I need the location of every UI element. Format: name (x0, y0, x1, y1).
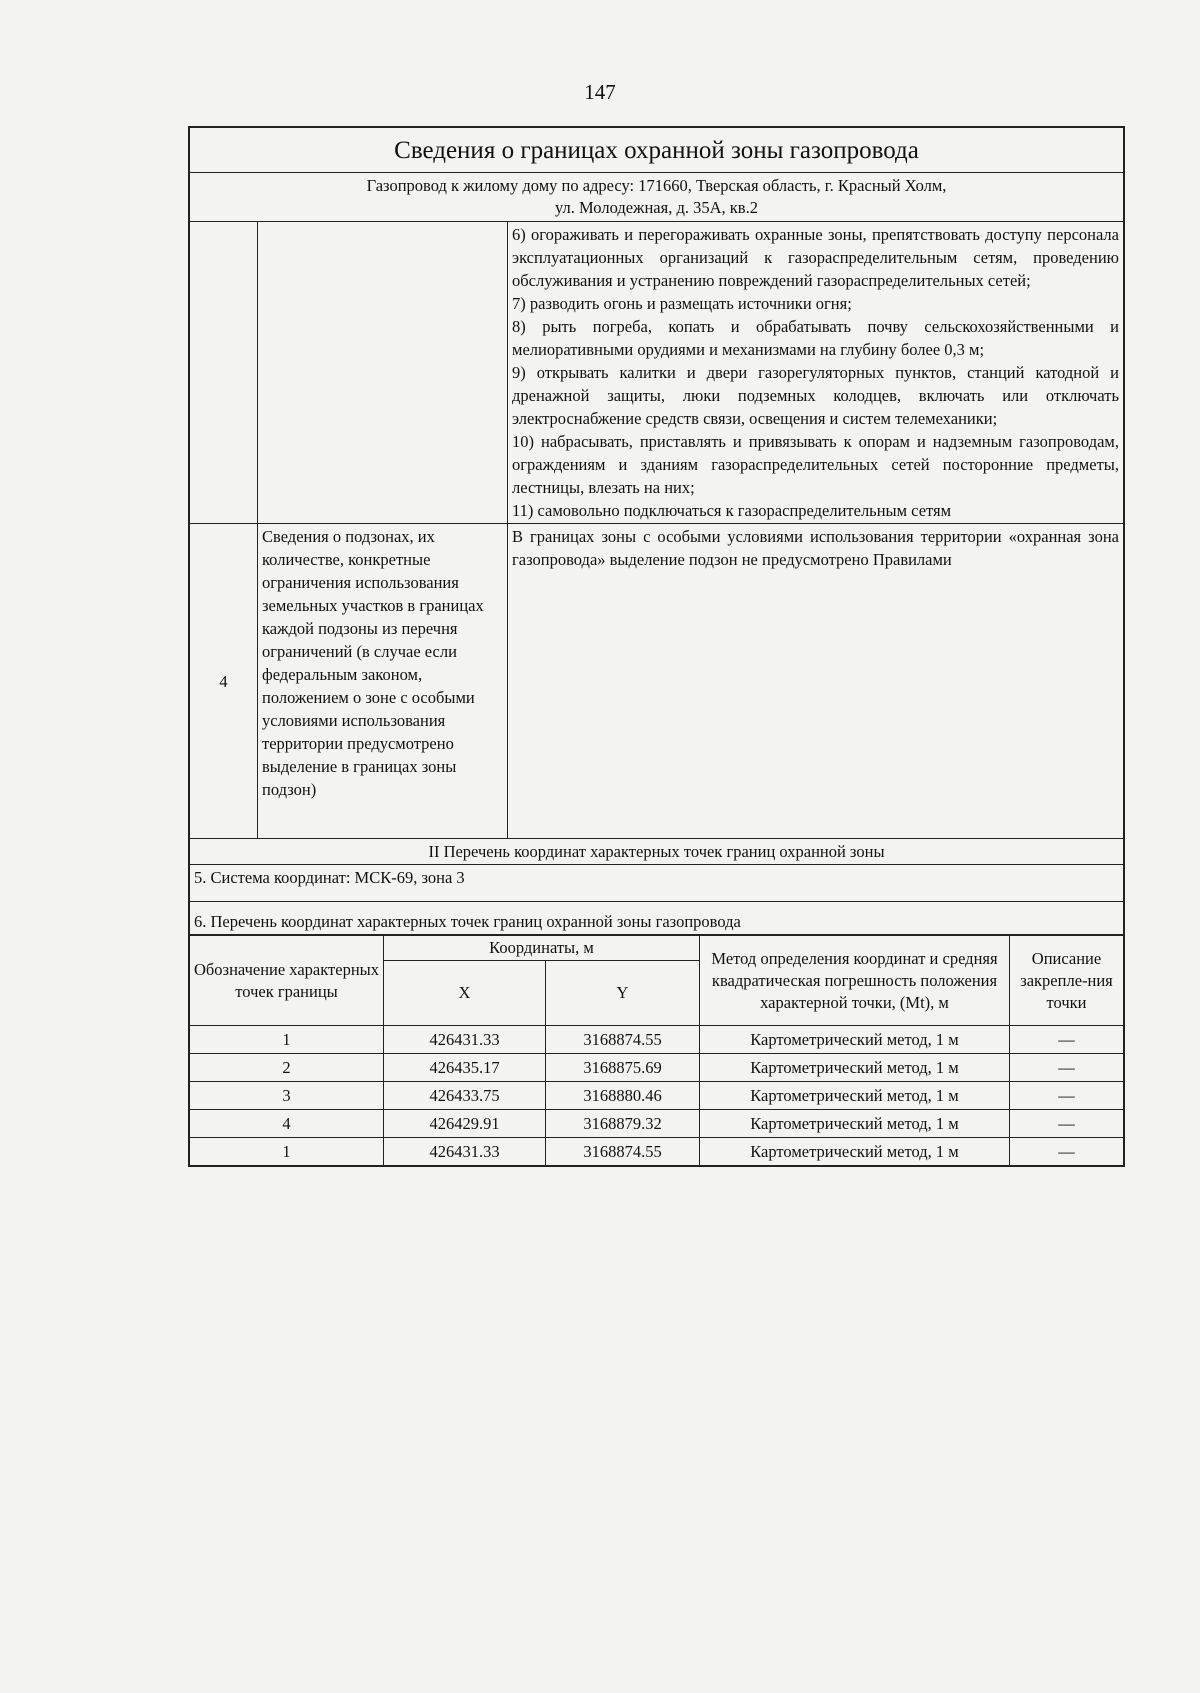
x-cell: 426431.33 (384, 1026, 546, 1054)
table-row (190, 1026, 1124, 1054)
points-title: 6. Перечень координат характерных точек границ охранной зоны газопровода (190, 902, 1124, 935)
restrictions-number-cell (190, 222, 258, 524)
header-coordinates: Координаты, м (384, 936, 700, 961)
restrictions-list (508, 222, 1124, 524)
table-row (190, 1138, 1124, 1166)
point-cell: 4 (190, 1110, 384, 1138)
header-x: X (384, 961, 546, 1026)
header-y: Y (546, 961, 700, 1026)
document-subtitle (190, 173, 1124, 222)
restriction-item: 8) рыть погреба, копать и обрабатывать почву сельскохозяйственными и мелиоративными орудиями и механизмами на глубину более 0,3 м; (512, 317, 1119, 359)
section2-title: II Перечень координат характерных точек границ охранной зоны (190, 839, 1124, 865)
header-method: Метод определения координат и средняя квадратическая погрешность положения характерной точки, (Mt), м (700, 936, 1010, 1026)
x-cell: 426429.91 (384, 1110, 546, 1138)
coordinates-table (189, 935, 1124, 1166)
row-number: 4 (190, 524, 258, 839)
document-title: Сведения о границах охранной зоны газопровода (190, 128, 1124, 173)
subtitle-line-1: Газопровод к жилому дому по адресу: 171660, Тверская область, г. Красный Холм, (366, 176, 947, 195)
method-cell: Картометрический метод, 1 м (700, 1026, 1010, 1054)
restriction-item: 10) набрасывать, приставлять и привязывать к опорам и надземным газопроводам, ограждениям и зданиям газораспределительных сетей посторонние предметы, лестницы, влезать на них; (512, 432, 1119, 497)
desc-cell: — (1010, 1054, 1124, 1082)
y-cell: 3168879.32 (546, 1110, 700, 1138)
point-cell: 1 (190, 1138, 384, 1166)
subtitle-line-2: ул. Молодежная, д. 35А, кв.2 (555, 198, 758, 217)
method-cell: Картометрический метод, 1 м (700, 1110, 1010, 1138)
table-row (190, 1054, 1124, 1082)
y-cell: 3168875.69 (546, 1054, 700, 1082)
point-cell: 2 (190, 1054, 384, 1082)
restriction-item: 11) самовольно подключаться к газораспределительным сетям (512, 501, 952, 520)
subzones-value: В границах зоны с особыми условиями использования территории «охранная зона газопровода» выделение подзон не предусмотрено Правилами (508, 524, 1124, 839)
y-cell: 3168874.55 (546, 1026, 700, 1054)
table-row (190, 1082, 1124, 1110)
desc-cell: — (1010, 1138, 1124, 1166)
desc-cell: — (1010, 1110, 1124, 1138)
method-cell: Картометрический метод, 1 м (700, 1138, 1010, 1166)
x-cell: 426431.33 (384, 1138, 546, 1166)
header-description: Описание закрепле-ния точки (1010, 936, 1124, 1026)
point-cell: 3 (190, 1082, 384, 1110)
zone-info-document (188, 126, 1125, 1167)
main-table (189, 127, 1124, 935)
header-point: Обозначение характерных точек границы (190, 936, 384, 1026)
page-number: 147 (584, 80, 616, 104)
y-cell: 3168880.46 (546, 1082, 700, 1110)
table-row (190, 1110, 1124, 1138)
method-cell: Картометрический метод, 1 м (700, 1082, 1010, 1110)
method-cell: Картометрический метод, 1 м (700, 1054, 1010, 1082)
restriction-item: 9) открывать калитки и двери газорегуляторных пунктов, станций катодной и дренажной защиты, люки подземных колодцев, включать или отключать электроснабжение средств связи, освещения и систем телемеханики; (512, 363, 1119, 428)
desc-cell: — (1010, 1026, 1124, 1054)
restriction-item: 7) разводить огонь и размещать источники огня; (512, 294, 852, 313)
restriction-item: 6) огораживать и перегораживать охранные зоны, препятствовать доступу персонала эксплуатационных организаций к газораспределительным сетям, проведению обслуживания и устранению повреждений газораспределительных сетей; (512, 225, 1119, 290)
restrictions-label-cell (258, 222, 508, 524)
x-cell: 426435.17 (384, 1054, 546, 1082)
y-cell: 3168874.55 (546, 1138, 700, 1166)
point-cell: 1 (190, 1026, 384, 1054)
desc-cell: — (1010, 1082, 1124, 1110)
x-cell: 426433.75 (384, 1082, 546, 1110)
coordinate-system: 5. Система координат: МСК-69, зона 3 (190, 865, 1124, 902)
subzones-label: Сведения о подзонах, их количестве, конкретные ограничения использования земельных участков в границах каждой подзоны из перечня ограничений (в случае если федеральным законом, положением о зоне с особыми условиями использования территории предусмотрено выделение в границах зоны подзон) (258, 524, 508, 839)
